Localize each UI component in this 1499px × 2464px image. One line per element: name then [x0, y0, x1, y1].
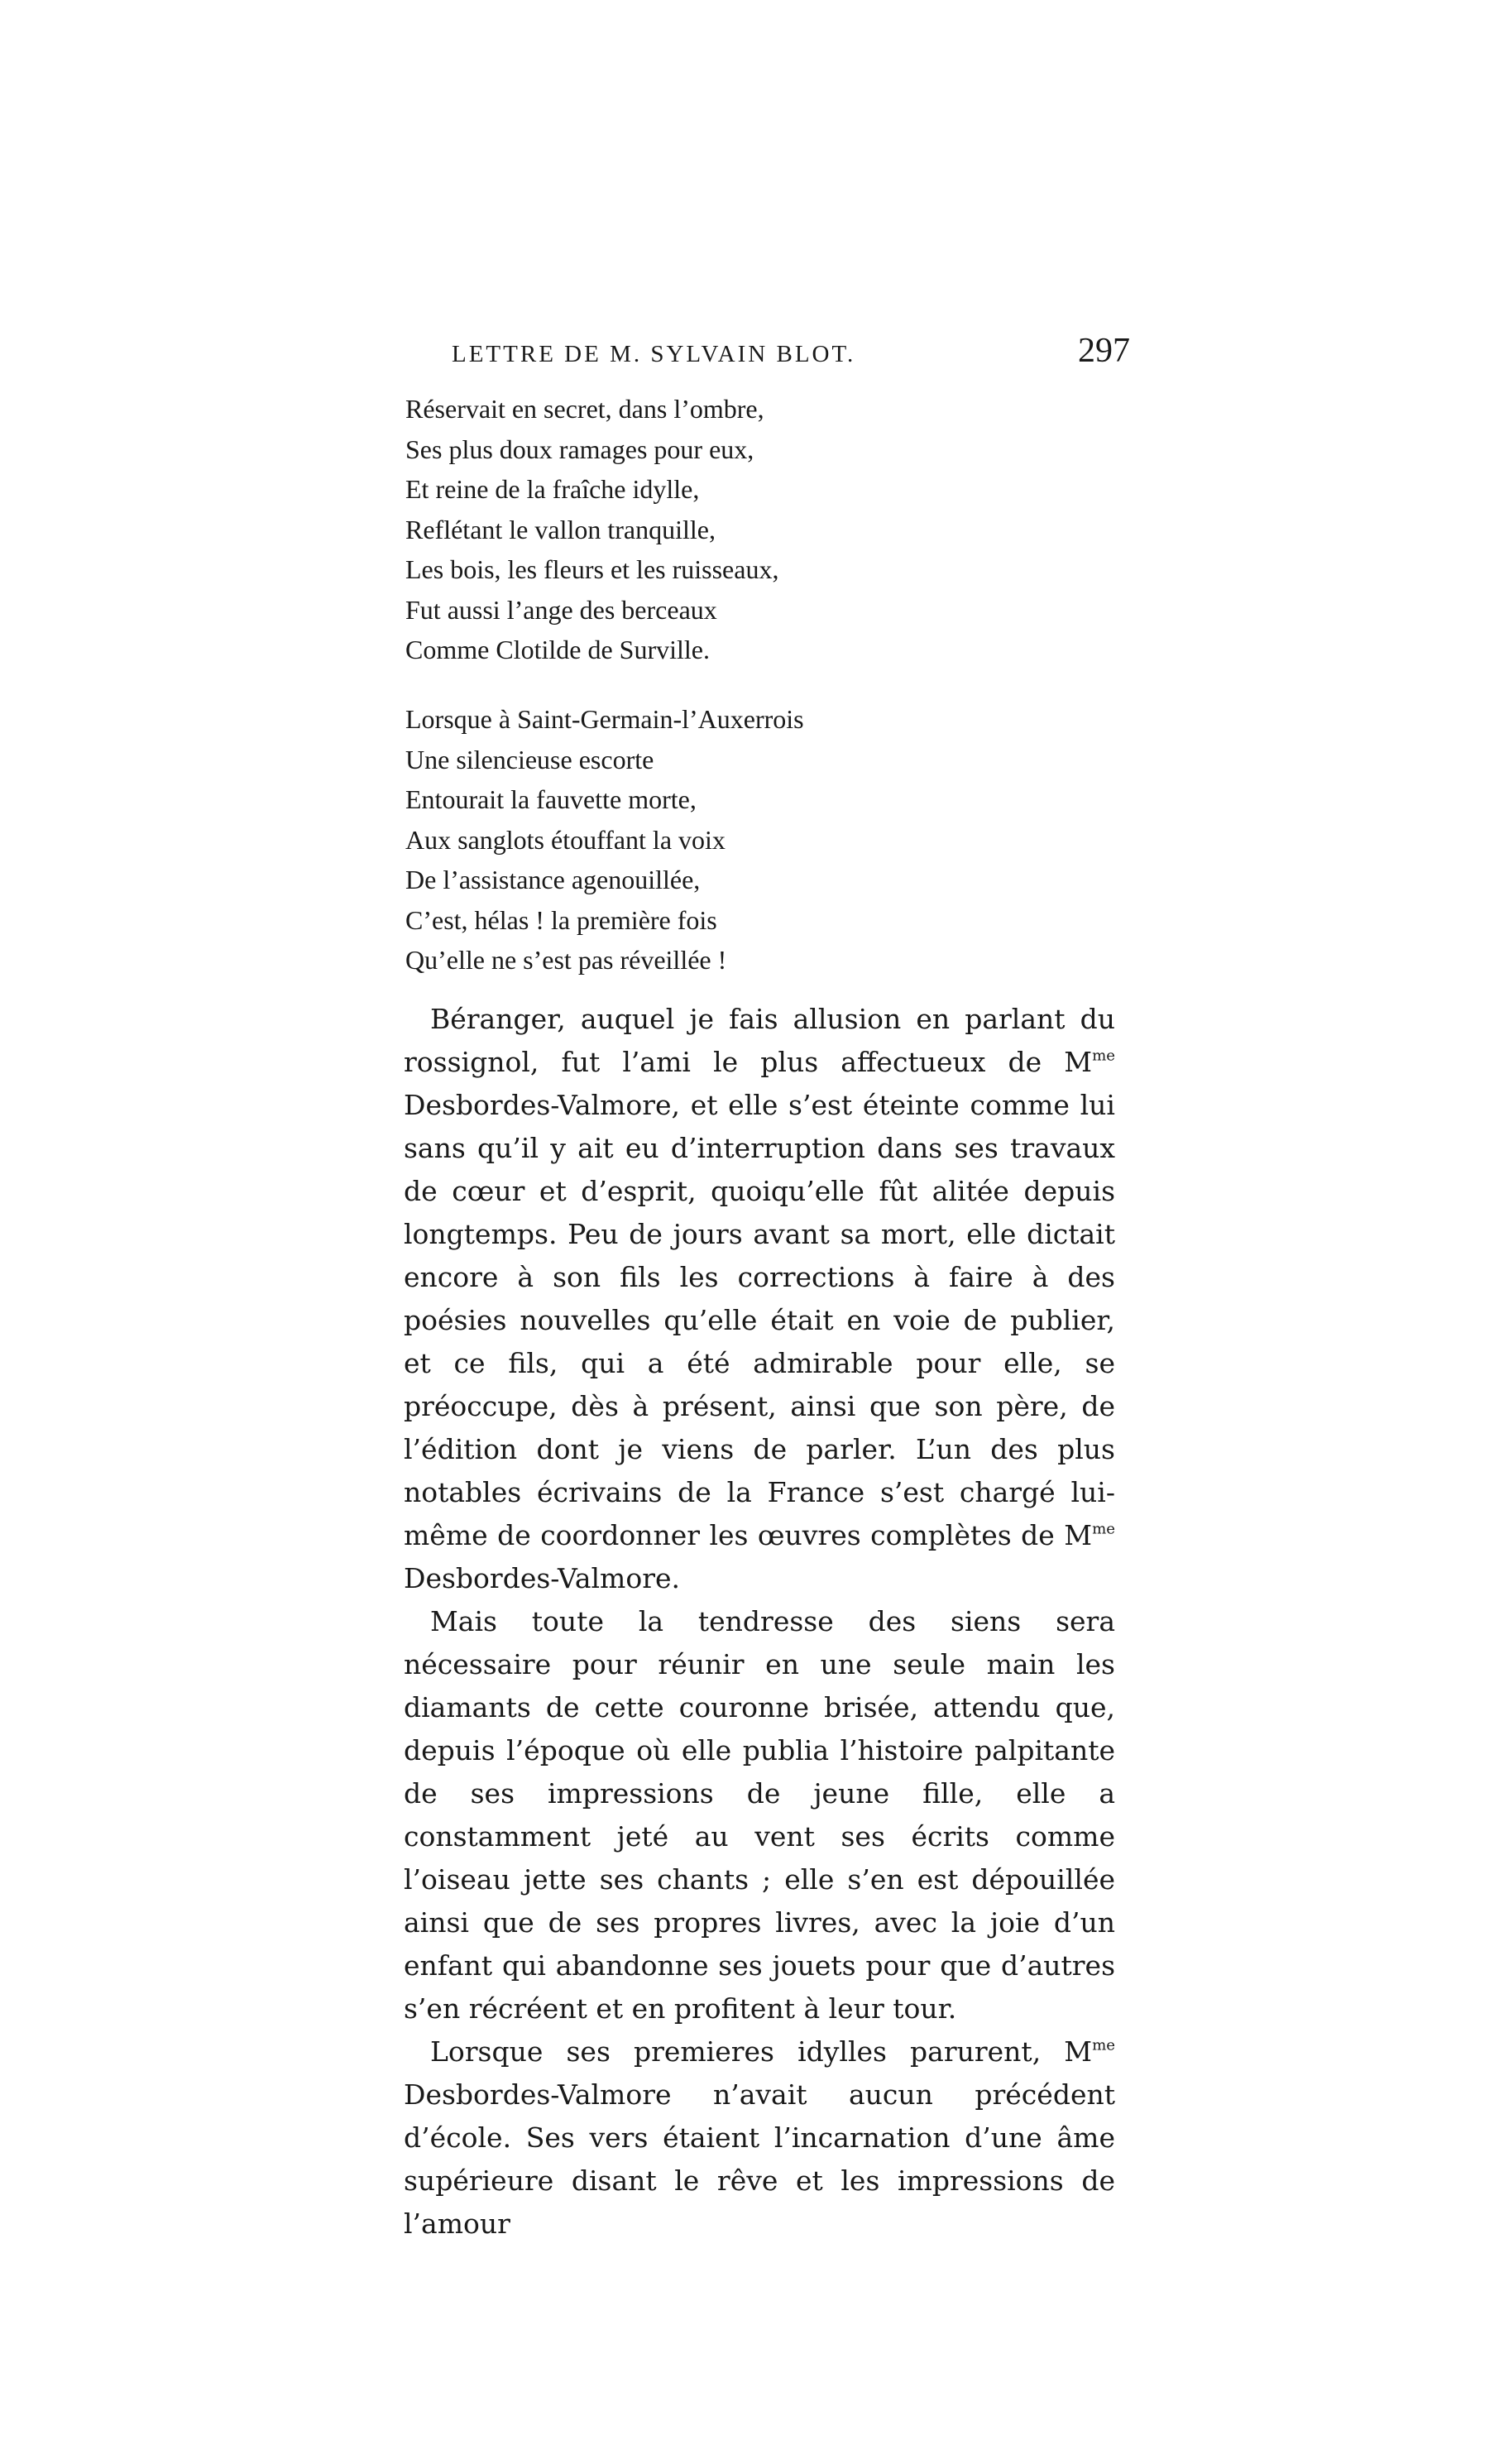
poem-stanza-1: [405, 389, 778, 670]
poem-line: Entourait la fauvette morte,: [405, 784, 697, 814]
poem-line: De l’assistance agenouillée,: [405, 865, 701, 894]
honorific-superscript: me: [1092, 1520, 1115, 1538]
paragraph-text: Desbordes-Valmore n’avait aucun précédent d’école. Ses vers étaient l’incarnation d’une âme supérieure disant le rêve et les impressions de l’amour: [404, 2078, 1115, 2240]
poem-line: Lorsque à Saint-Germain-l’Auxerrois: [405, 704, 804, 734]
paragraph-text: Béranger, auquel je fais allusion en parlant du rossignol, fut l’ami le plus affectueux de M: [404, 1003, 1115, 1078]
paragraph-text: Desbordes-Valmore, et elle s’est éteinte comme lui sans qu’il y ait eu d’interruption dans ses travaux de cœur et d’esprit, quoiqu’elle fût alitée depuis longtemps. Peu de jours avant sa mort, elle dictait encore à son fils les corrections à faire à des poésies nouvelles qu’elle était en voie de publier, et ce fils, qui a été admirable pour elle, se préoccupe, dès à présent, ainsi que son père, de l’édition dont je viens de parler. L’un des plus notables écrivains de la France s’est chargé lui-même de coordonner les œuvres complètes de M: [404, 1089, 1115, 1551]
poem-stanza-2: [405, 699, 804, 980]
poem-line: Reflétant le vallon tranquille,: [405, 514, 716, 544]
honorific-superscript: me: [1092, 1047, 1115, 1065]
page-number: 297: [1078, 332, 1130, 370]
running-title: LETTRE DE M. SYLVAIN BLOT.: [452, 341, 856, 367]
poem-line: Les bois, les fleurs et les ruisseaux,: [405, 554, 779, 584]
poem-line: Une silencieuse escorte: [405, 744, 654, 774]
poem-line: Fut aussi l’ange des berceaux: [405, 594, 717, 625]
paragraph-text: Lorsque ses premieres idylles parurent, M: [430, 2035, 1093, 2068]
honorific-superscript: me: [1092, 2036, 1115, 2054]
paragraph-text: Desbordes-Valmore.: [404, 1562, 681, 1594]
poem-line: C’est, hélas ! la première fois: [405, 904, 717, 935]
poem-line: Ses plus doux ramages pour eux,: [405, 434, 754, 464]
paragraph-beranger: [404, 998, 1115, 1600]
poem-line: Réservait en secret, dans l’ombre,: [405, 394, 764, 424]
poem-line: Et reine de la fraîche idylle,: [405, 474, 700, 504]
paragraph-tendresse: Mais toute la tendresse des siens sera nécessaire pour réunir en une seule main les diamants de cette couronne brisée, attendu que, depuis l’époque où elle publia l’histoire palpitante de ses impressions de jeune fille, elle a constamment jeté au vent ses écrits comme l’oiseau jette ses chants ; elle s’en est dépouillée ainsi que de ses propres livres, avec la joie d’un enfant qui abandonne ses jouets pour que d’autres s’en récréent et en profitent à leur tour.: [404, 1605, 1115, 2025]
poem-line: Aux sanglots étouffant la voix: [405, 824, 726, 855]
page-header: [452, 331, 1130, 381]
body-text: [404, 998, 1115, 2246]
poem-line: Qu’elle ne s’est pas réveillée !: [405, 945, 727, 975]
poem-line: Comme Clotilde de Surville.: [405, 635, 710, 664]
paragraph-idylles: [404, 2030, 1115, 2246]
